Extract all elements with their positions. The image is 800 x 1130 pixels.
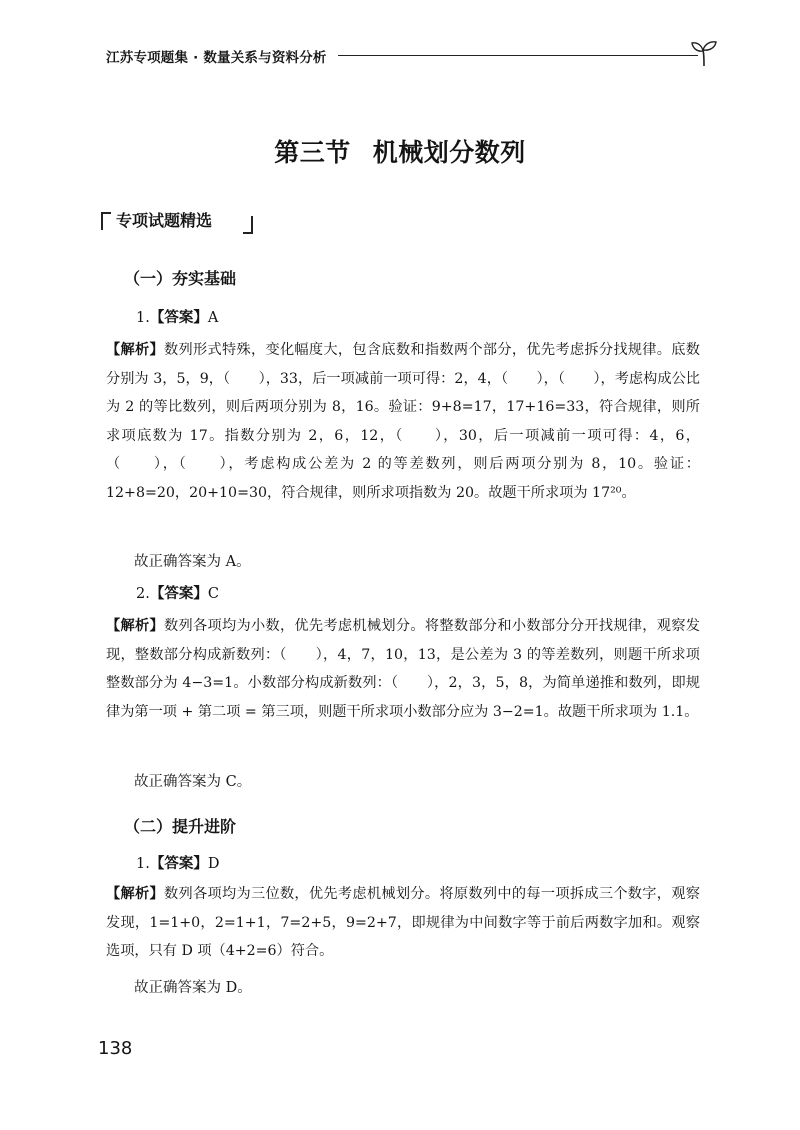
answer-line: 2.【答案】C — [136, 586, 219, 602]
sprout-icon — [690, 38, 718, 68]
section-title — [0, 133, 800, 169]
analysis-paragraph: 【解析】数列各项均为小数，优先考虑机械划分。将整数部分和小数部分分开找规律，观察发现，整数部分构成新数列：（ ），4，7，10，13，是公差为 3 的等差数列，则题干所求项整数部分为 4−3=1。小数部分构成新数列：（ ），2，3，5，8，为简单递推和数列，即规律为第一项 + 第二项 = 第三项，则题干所求项小数部分应为 3−2=1。故题干所求项为 1.1。 — [106, 618, 700, 720]
conclusion-line: 故正确答案为 D。 — [134, 980, 252, 996]
book-title: 江苏专项题集 · 数量关系与资料分析 — [106, 50, 327, 66]
part-heading: （一）夯实基础 — [124, 269, 237, 288]
block-label: 专项试题精选 — [116, 211, 213, 230]
answer-line: 1.【答案】A — [136, 310, 219, 326]
bracket-right — [243, 216, 253, 234]
conclusion-line: 故正确答案为 A。 — [134, 554, 251, 570]
answer-line: 1.【答案】D — [136, 856, 220, 872]
part-heading: （二）提升进阶 — [124, 817, 237, 836]
analysis-paragraph: 【解析】数列形式特殊，变化幅度大，包含底数和指数两个部分，优先考虑拆分找规律。底数分别为 3，5，9，（ ），33，后一项减前一项可得：2，4，（ ），（ ），考虑构成公比为 2 的等比数列，则后两项分别为 8，16。验证：9+8=17，17+16=33，符合规律，则所求项底数为 17。指数分别为 2，6，12，（ ），30，后一项减前一项可得：4，6，（ ），（ ），考虑构成公差为 2 的等差数列，则后两项分别为 8，10。验证：12+8=20，20+10=30，符合规律，则所求项指数为 20。故题干所求项为 17²⁰。 — [106, 342, 700, 501]
running-header — [106, 38, 718, 68]
header-rule — [338, 55, 698, 56]
analysis-paragraph: 【解析】数列各项均为三位数，优先考虑机械划分。将原数列中的每一项拆成三个数字，观察发现，1=1+0，2=1+1，7=2+5，9=2+7，即规律为中间数字等于前后两数字加和。观察选项，只有 D 项（4+2=6）符合。 — [106, 886, 700, 959]
section-number: 第三节 — [274, 138, 351, 167]
section-name: 机械划分数列 — [372, 138, 526, 167]
conclusion-line: 故正确答案为 C。 — [134, 774, 252, 790]
page-number: 138 — [98, 1038, 133, 1059]
